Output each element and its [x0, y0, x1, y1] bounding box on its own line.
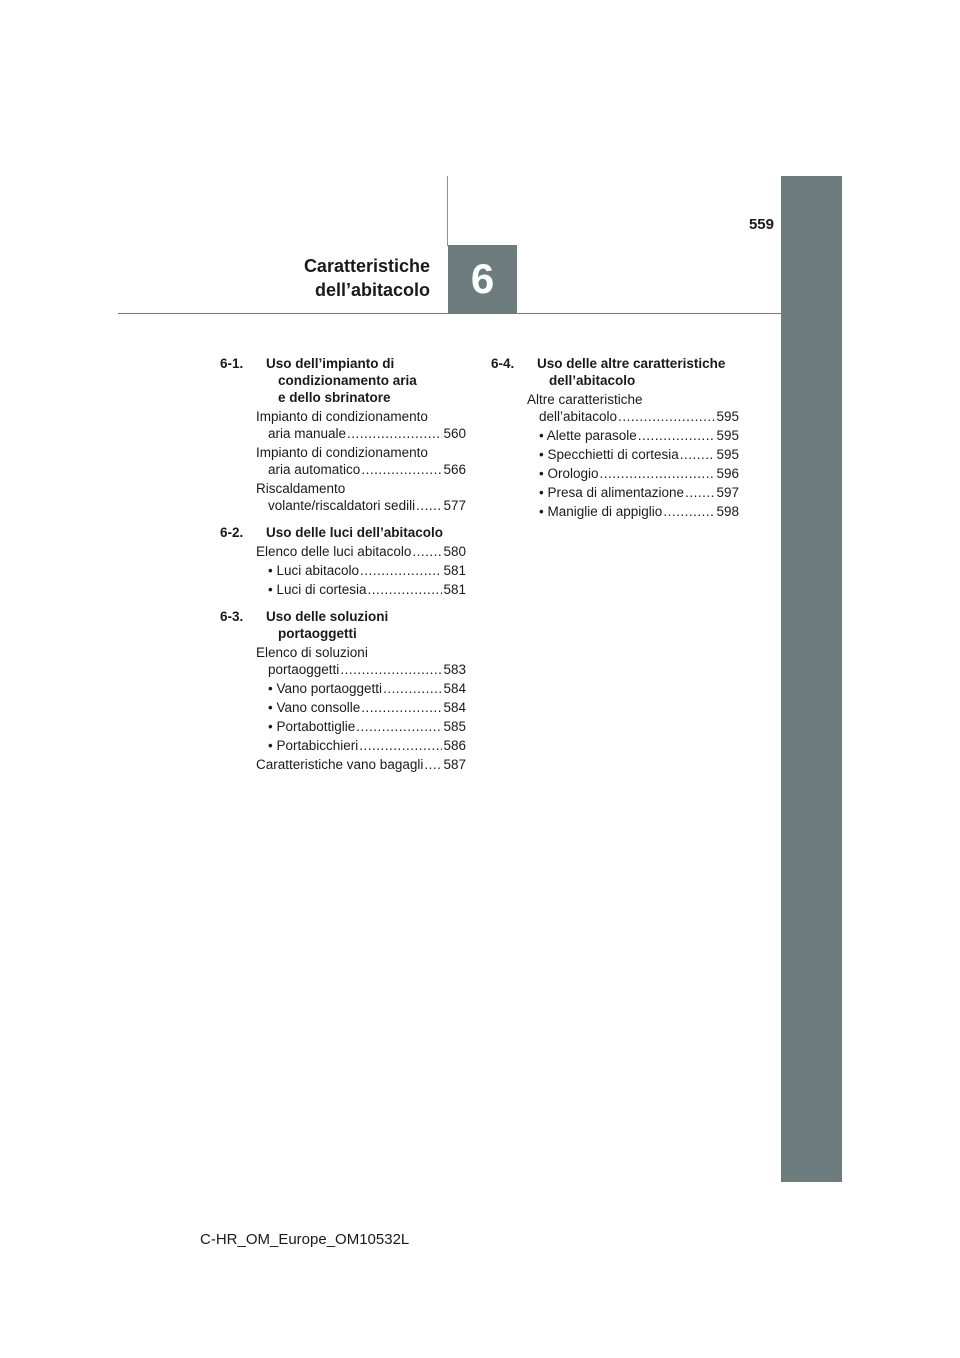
toc-subentry[interactable]: • Luci di cortesia ..... 581: [220, 581, 466, 598]
toc-entry[interactable]: Elenco delle luci abitacolo ..... 580: [220, 543, 466, 560]
section-title-line: condizionamento aria: [278, 373, 417, 388]
section-heading[interactable]: [220, 524, 466, 541]
section-title-line: portaoggetti: [278, 626, 357, 641]
page-ref: 580: [443, 544, 466, 559]
toc-section-6-3: [220, 608, 466, 773]
toc-subentry[interactable]: • Presa di alimentazione ..... 597: [491, 484, 739, 501]
page-ref: 560: [443, 426, 466, 441]
footer-doc-code: C-HR_OM_Europe_OM10532L: [200, 1231, 410, 1248]
toc-entry[interactable]: Caratteristiche vano bagagli ..... 587: [220, 756, 466, 773]
toc-subentry[interactable]: • Orologio ..... 596: [491, 465, 739, 482]
toc-section-6-1: [220, 355, 466, 514]
page-ref: 577: [443, 498, 466, 513]
toc-entry[interactable]: Impianto di condizionamento aria manuale ..... 560: [220, 408, 466, 442]
toc-subentry[interactable]: • Vano consolle ..... 584: [220, 699, 466, 716]
section-heading[interactable]: [220, 355, 466, 406]
toc-column-right: [491, 355, 739, 530]
page-ref: 597: [716, 485, 739, 500]
header-divider-vertical: [447, 176, 448, 246]
page-ref: 584: [443, 681, 466, 696]
page-ref: 598: [716, 504, 739, 519]
section-title-line: Uso dell’impianto di: [266, 356, 395, 371]
section-number: 6-4.: [491, 356, 515, 371]
section-title-line: dell’abitacolo: [549, 373, 636, 388]
toc-entry[interactable]: Impianto di condizionamento aria automatico ..... 566: [220, 444, 466, 478]
toc-subentry[interactable]: • Maniglie di appiglio ..... 598: [491, 503, 739, 520]
section-title-line: e dello sbrinatore: [278, 390, 391, 405]
section-number: 6-1.: [220, 356, 244, 371]
toc-entry[interactable]: Elenco di soluzioni portaoggetti ..... 583: [220, 644, 466, 678]
toc-column-left: [220, 355, 466, 783]
section-heading[interactable]: [220, 608, 466, 642]
toc-subentry[interactable]: • Specchietti di cortesia ..... 595: [491, 446, 739, 463]
toc-entry[interactable]: Riscaldamento volante/riscaldatori sedili ..... 577: [220, 480, 466, 514]
page-ref: 583: [443, 662, 466, 677]
section-number: 6-2.: [220, 525, 244, 540]
page-ref: 566: [443, 462, 466, 477]
chapter-side-tab: [781, 176, 842, 1182]
toc-section-6-2: [220, 524, 466, 598]
toc-subentry[interactable]: • Alette parasole ..... 595: [491, 427, 739, 444]
toc-subentry[interactable]: • Luci abitacolo ..... 581: [220, 562, 466, 579]
toc-subentry[interactable]: • Vano portaoggetti ..... 584: [220, 680, 466, 697]
page-ref: 584: [443, 700, 466, 715]
header-divider-horizontal: [118, 313, 781, 314]
page-ref: 585: [443, 719, 466, 734]
chapter-title: [304, 254, 430, 302]
toc-entry[interactable]: Altre caratteristiche dell’abitacolo ..... 595: [491, 391, 739, 425]
page-ref: 586: [443, 738, 466, 753]
chapter-number-box: [448, 245, 517, 313]
section-title-line: Uso delle soluzioni: [266, 609, 389, 624]
toc-subentry[interactable]: • Portabicchieri ..... 586: [220, 737, 466, 754]
toc-subentry[interactable]: • Portabottiglie ..... 585: [220, 718, 466, 735]
section-title-line: Uso delle altre caratteristiche: [537, 356, 726, 371]
page-ref: 595: [716, 409, 739, 424]
page-ref: 581: [443, 582, 466, 597]
chapter-title-line2: dell’abitacolo: [314, 280, 430, 300]
chapter-title-line1: Caratteristiche: [303, 256, 430, 276]
page-ref: 587: [443, 757, 466, 772]
toc-section-6-4: [491, 355, 739, 520]
page-number: 559: [748, 216, 774, 233]
section-number: 6-3.: [220, 609, 244, 624]
page-ref: 595: [716, 428, 739, 443]
page-ref: 581: [443, 563, 466, 578]
section-heading[interactable]: [491, 355, 739, 389]
page-ref: 595: [716, 447, 739, 462]
chapter-number: 6: [470, 255, 495, 302]
page-ref: 596: [716, 466, 739, 481]
section-title-line: Uso delle luci dell’abitacolo: [266, 525, 444, 540]
